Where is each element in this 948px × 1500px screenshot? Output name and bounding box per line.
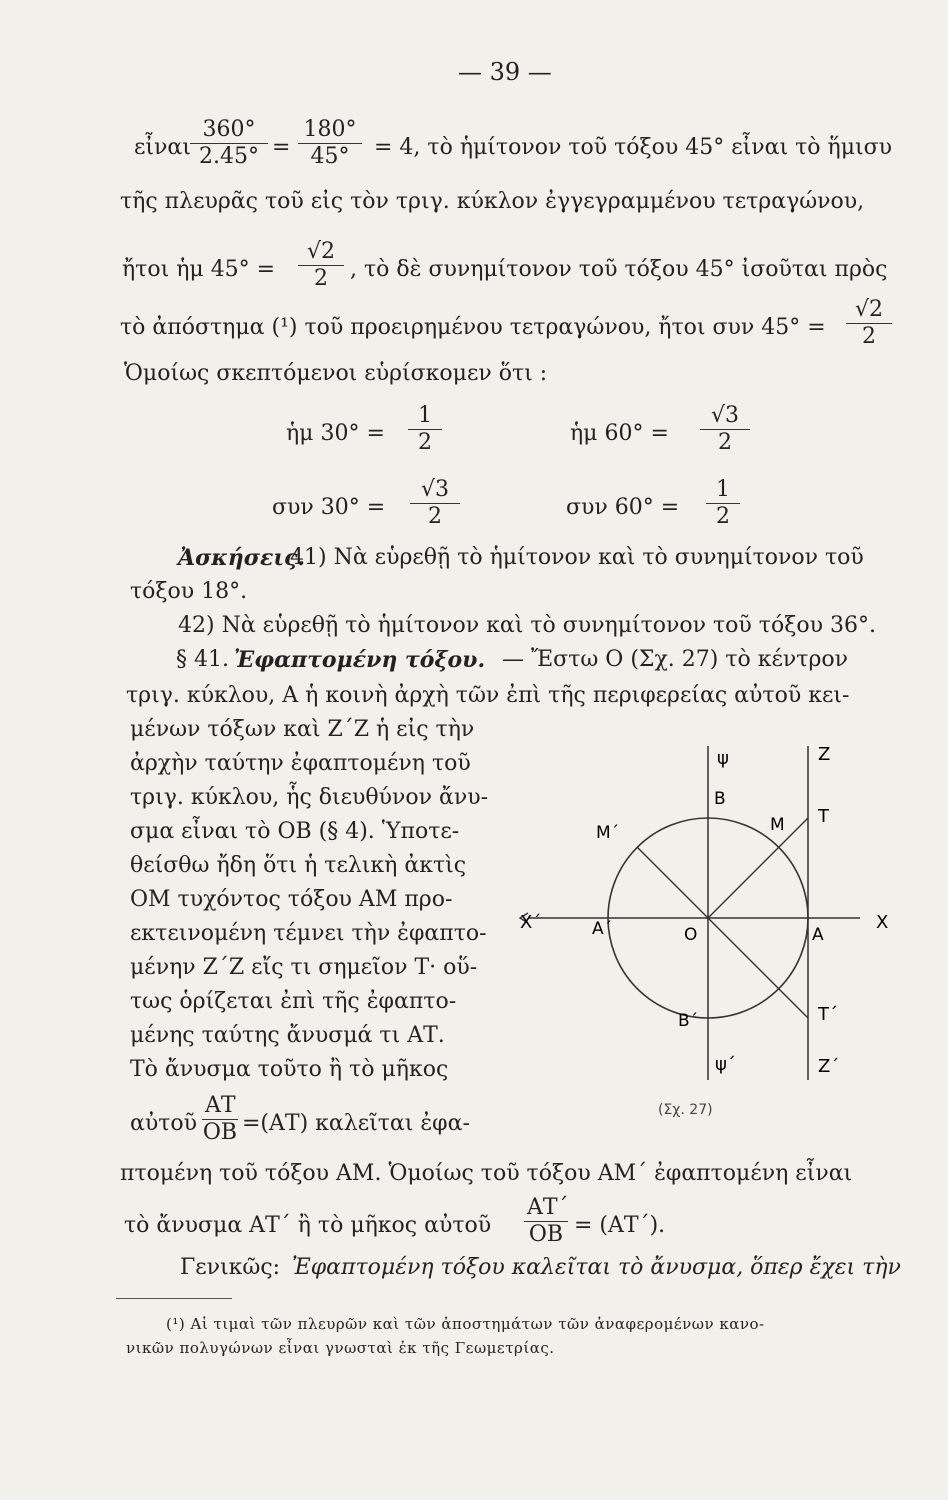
section-title: Ἐφαπτομένη τόξου. (234, 647, 486, 673)
fraction-numerator: √3 (410, 478, 460, 504)
text-line: Ὁμοίως σκεπτόμενοι εὑρίσκομεν ὅτι : (124, 361, 548, 386)
fraction-denominator: 2 (862, 324, 876, 349)
fraction-denominator: 2 (718, 430, 732, 455)
label-O: O (684, 925, 698, 945)
figure-caption: (Σχ. 27) (658, 1102, 713, 1118)
fraction-denominator: 2 (428, 504, 442, 529)
fraction-numerator: 180° (298, 118, 362, 144)
sin60-lhs: ἡμ 60° = (570, 421, 669, 446)
label-B: B (714, 789, 726, 809)
text-line: τως ὁρίζεται ἐπὶ τῆς ἐφαπτο- (130, 989, 457, 1014)
sin45-lhs: ἤτοι ἡμ 45° = (122, 257, 276, 282)
text-line: ΟΜ τυχόντος τόξου ΑΜ προ- (130, 887, 453, 912)
footnote-line: νικῶν πολυγώνων εἶναι γνωσταὶ ἐκ τῆς Γεωμετρίας. (126, 1339, 555, 1357)
text-line: πτομένη τοῦ τόξου ΑΜ. Ὁμοίως τοῦ τόξου ΑΜ΄ ἐφαπτομένη εἶναι (120, 1161, 853, 1186)
fraction-denominator: ΟΒ (528, 1222, 564, 1247)
fraction-numerator: √3 (700, 404, 750, 430)
page-number: — 39 — (458, 58, 552, 86)
sin30-lhs: ἡμ 30° = (286, 421, 385, 446)
fraction-sqrt2 (298, 240, 344, 291)
text-line: μένων τόξων καὶ Ζ΄Ζ ἡ εἰς τὴν (130, 717, 475, 742)
fraction-AT-OB (202, 1094, 238, 1145)
radius-OM-extended (708, 818, 808, 918)
general-text: Ἐφαπτομένη τόξου καλεῖται τὸ ἄνυσμα, ὅπερ ἔχει τὴν (292, 1255, 901, 1280)
ratio1-post: =(ΑΤ) καλεῖται ἐφα- (242, 1111, 470, 1136)
text-line: ἀρχὴν ταύτην ἐφαπτομένη τοῦ (130, 751, 471, 776)
label-B-prime: B΄ (678, 1011, 699, 1031)
exercises-title: Ἀσκήσεις. (178, 545, 306, 571)
general-label: Γενικῶς: (180, 1255, 281, 1280)
fraction-denominator: ΟΒ (202, 1120, 238, 1145)
ratio1-pre: αὐτοῦ (130, 1111, 198, 1136)
radius-O-M-prime (637, 847, 708, 918)
text-line: εκτεινομένη τέμνει τὴν ἐφαπτο- (130, 921, 487, 946)
cos60-lhs: συν 60° = (566, 495, 680, 520)
fraction-sqrt2 (846, 298, 892, 349)
text-line: τριγ. κύκλου, ἧς διευθύνον ἄνυ- (130, 785, 489, 810)
fraction-numerator: 360° (190, 118, 268, 144)
intro-word: εἶναι (134, 135, 191, 160)
fraction-denominator: 2.45° (199, 144, 259, 169)
label-A: A (812, 925, 824, 945)
fraction-360 (190, 118, 268, 169)
fraction-180 (298, 118, 362, 169)
fraction-numerator: 1 (408, 404, 442, 430)
equals-sign: = (272, 135, 291, 160)
label-psi-prime: ψ΄ (715, 1054, 736, 1075)
footnote-divider (116, 1298, 232, 1299)
section-intro: — Ἔστω Ο (Σχ. 27) τὸ κέντρον (502, 647, 849, 672)
label-Z: Z (818, 744, 831, 765)
fraction-denominator: 2 (314, 266, 328, 291)
fraction-denominator: 2 (418, 430, 432, 455)
text-line: μένης ταύτης ἄνυσμά τι ΑΤ. (130, 1023, 445, 1048)
label-Z-prime: Z΄ (818, 1056, 840, 1077)
text-line: , τὸ δὲ συνημίτονον τοῦ τόξου 45° ἰσοῦται πρὸς (350, 257, 888, 282)
label-M-prime: M΄ (596, 823, 620, 843)
fraction-numerator: 1 (706, 478, 740, 504)
exercise-42: 42) Νὰ εὑρεθῇ τὸ ἡμίτονον καὶ τὸ συνημίτονον τοῦ τόξου 36°. (178, 613, 876, 638)
label-M: M (770, 815, 785, 835)
section-number: § 41. (176, 647, 229, 672)
fraction-denominator: 45° (310, 144, 350, 169)
exercise-41: 41) Νὰ εὑρεθῇ τὸ ἡμίτονον καὶ τὸ συνημίτονον τοῦ (290, 545, 864, 570)
intro-rest: = 4, τὸ ἡμίτονον τοῦ τόξου 45° εἶναι τὸ ἥμισυ (374, 135, 893, 160)
ratio2-post: = (ΑΤ΄). (574, 1213, 666, 1238)
label-T-prime: T΄ (818, 1004, 838, 1025)
label-T: T (818, 806, 829, 827)
fraction-AT-prime-OB (524, 1196, 568, 1247)
text-line: σμα εἶναι τὸ ΟΒ (§ 4). Ὑποτε- (130, 819, 460, 844)
fraction-cos30 (410, 478, 460, 529)
fraction-numerator: ΑΤ΄ (524, 1196, 568, 1222)
cos30-lhs: συν 30° = (272, 495, 386, 520)
text-line: τριγ. κύκλου, Α ἡ κοινὴ ἀρχὴ τῶν ἐπὶ τῆς περιφερείας αὐτοῦ κει- (126, 683, 850, 708)
label-psi: ψ (717, 748, 729, 769)
text-line: θείσθω ἤδη ὅτι ἡ τελικὴ ἀκτὶς (130, 853, 467, 878)
label-A-prime: A΄ (592, 919, 613, 939)
fraction-sin30 (408, 404, 442, 455)
text-line: Τὸ ἄνυσμα τοῦτο ἢ τὸ μῆκος (130, 1057, 449, 1082)
exercise-41-cont: τόξου 18°. (130, 579, 248, 604)
fraction-denominator: 2 (716, 504, 730, 529)
fraction-sin60 (700, 404, 750, 455)
label-X-prime: X΄ (520, 912, 542, 933)
fraction-numerator: √2 (846, 298, 892, 324)
text-line: μένην Ζ΄Ζ εἴς τι σημεῖον Τ· οὕ- (130, 955, 478, 980)
radius-OM-prime-extended (708, 918, 808, 1018)
fraction-numerator: ΑΤ (202, 1094, 238, 1120)
fraction-numerator: √2 (298, 240, 344, 266)
cos45-line: τὸ ἀπόστημα (¹) τοῦ προειρημένου τετραγώνου, ἤτοι συν 45° = (120, 315, 826, 340)
footnote-line: (¹) Αἱ τιμαὶ τῶν πλευρῶν καὶ τῶν ἀποστημάτων τῶν ἀναφερομένων κανο- (166, 1315, 765, 1333)
tangent-figure (500, 730, 920, 1130)
text-line: τῆς πλευρᾶς τοῦ εἰς τὸν τριγ. κύκλον ἐγγεγραμμένου τετραγώνου, (120, 189, 865, 214)
fraction-cos60 (706, 478, 740, 529)
label-X: X (876, 912, 889, 933)
ratio2-pre: τὸ ἄνυσμα ΑΤ΄ ἢ τὸ μῆκος αὐτοῦ (124, 1213, 492, 1238)
